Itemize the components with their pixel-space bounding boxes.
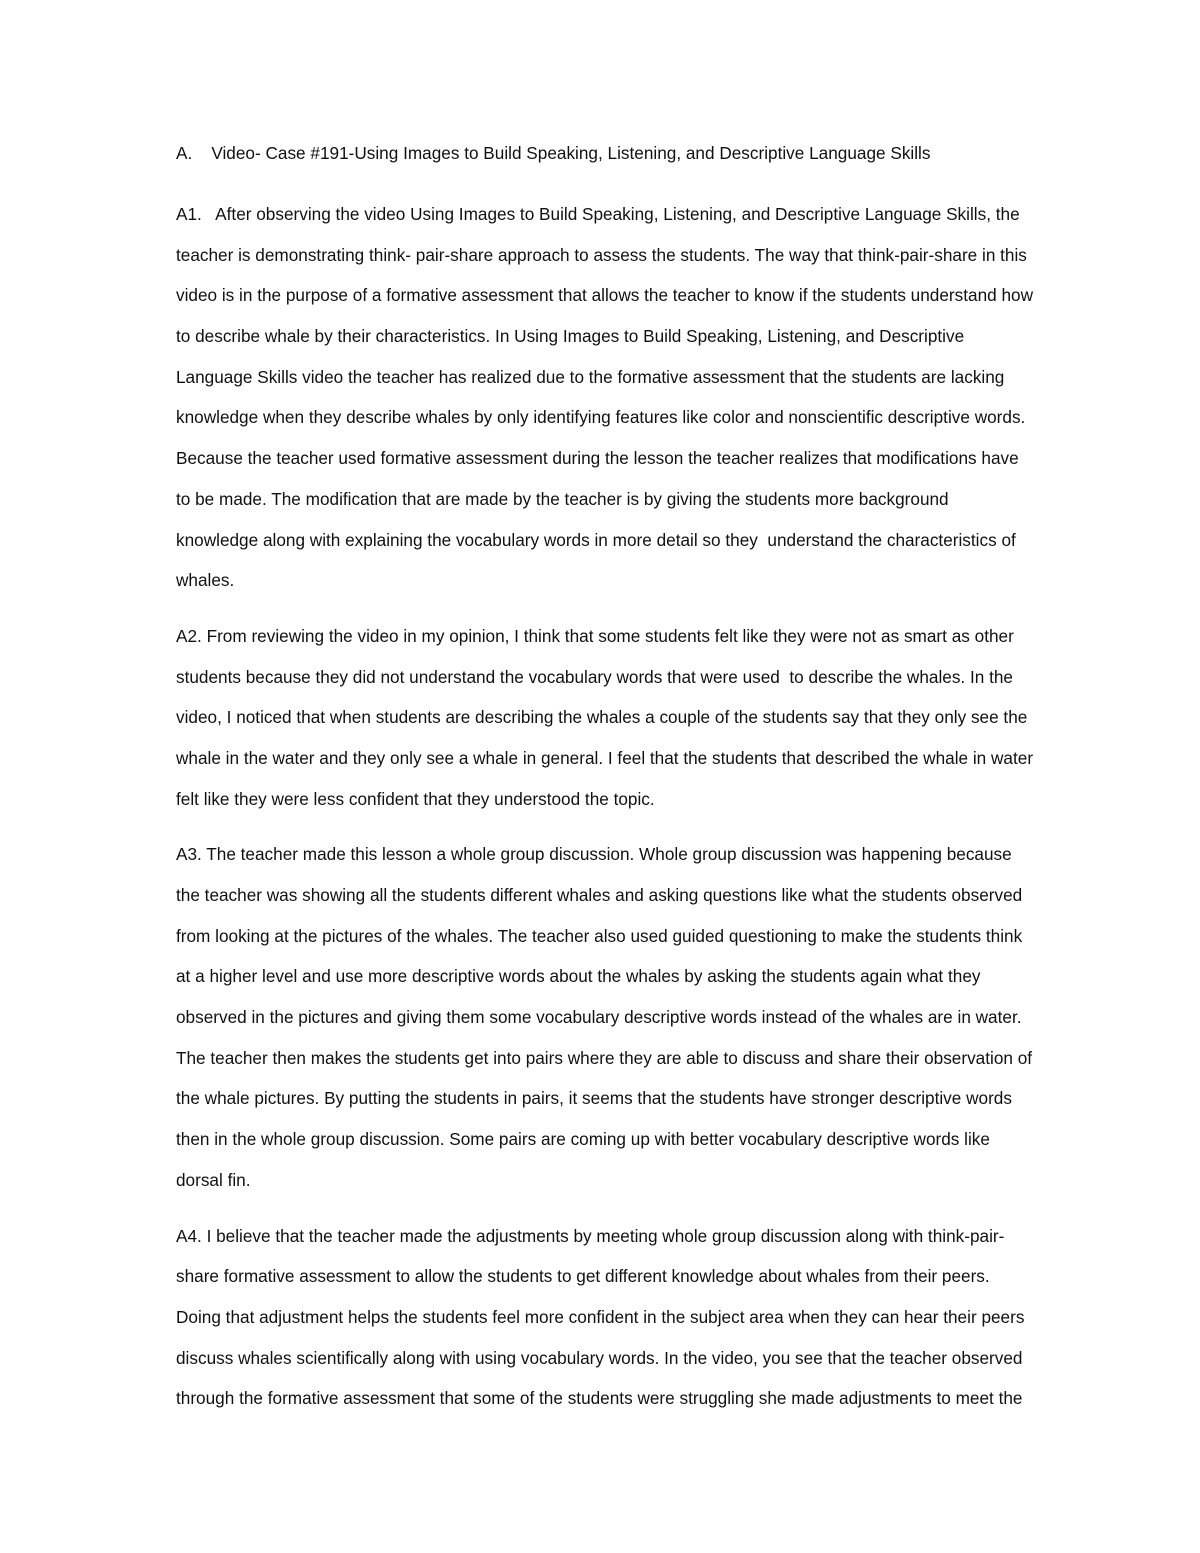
text-line: share formative assessment to allow the students to get different knowledge about whales from their peers.: [176, 1266, 990, 1287]
text-line: video, I noticed that when students are describing the whales a couple of the students say that they only see the: [176, 707, 1028, 728]
text-line: whale in the water and they only see a whale in general. I feel that the students that described the whale in water: [176, 747, 1034, 768]
text-line: then in the whole group discussion. Some pairs are coming up with better vocabulary descriptive words like: [176, 1129, 990, 1150]
text-line: whales.: [176, 570, 235, 591]
text-line: from looking at the pictures of the whales. The teacher also used guided questioning to make the students think: [176, 925, 1023, 946]
paragraph-a2: [176, 616, 1064, 819]
text-line: video is in the purpose of a formative assessment that allows the teacher to know if the students understand how: [176, 285, 1033, 306]
text-line: to be made. The modification that are made by the teacher is by giving the students more background: [176, 488, 949, 509]
text-line: dorsal fin.: [176, 1169, 251, 1190]
text-line: A1. After observing the video Using Images to Build Speaking, Listening, and Descriptive Language Skills, the: [176, 204, 1020, 224]
text-line: Doing that adjustment helps the students feel more confident in the subject area when they can hear their peers: [176, 1306, 1025, 1327]
text-line: observed in the pictures and giving them some vocabulary descriptive words instead of the whales are in water.: [176, 1007, 1022, 1028]
text-line: Because the teacher used formative assessment during the lesson the teacher realizes that modifications have: [176, 448, 1019, 469]
text-line: A3. The teacher made this lesson a whole group discussion. Whole group discussion was happening because: [176, 844, 1012, 865]
paragraph-a1: [176, 194, 1064, 601]
paragraph-a4: [176, 1216, 1064, 1419]
section-heading: A. Video- Case #191-Using Images to Build Speaking, Listening, and Descriptive Language Skills: [176, 143, 931, 163]
text-line: A4. I believe that the teacher made the adjustments by meeting whole group discussion along with think-pair-: [176, 1225, 1005, 1246]
text-line: to describe whale by their characteristics. In Using Images to Build Speaking, Listening, and Descriptive: [176, 326, 965, 347]
text-line: teacher is demonstrating think- pair-share approach to assess the students. The way that think-pair-share in this: [176, 244, 1027, 265]
document-body: [176, 139, 1064, 1434]
text-line: knowledge along with explaining the vocabulary words in more detail so they understand the characteristics of: [176, 529, 1016, 550]
paragraph-a3: [176, 834, 1064, 1200]
text-line: The teacher then makes the students get into pairs where they are able to discuss and share their observation of: [176, 1047, 1033, 1068]
text-line: the whale pictures. By putting the students in pairs, it seems that the students have stronger descriptive words: [176, 1088, 1012, 1109]
text-line: students because they did not understand the vocabulary words that were used to describe the whales. In the: [176, 666, 1013, 687]
text-line: felt like they were less confident that they understood the topic.: [176, 788, 655, 809]
text-line: knowledge when they describe whales by only identifying features like color and nonscientific descriptive words.: [176, 407, 1026, 428]
text-line: Language Skills video the teacher has realized due to the formative assessment that the students are lacking: [176, 366, 1005, 387]
text-line: through the formative assessment that some of the students were struggling she made adjustments to meet the: [176, 1388, 1023, 1409]
text-line: A2. From reviewing the video in my opinion, I think that some students felt like they were not as smart as other: [176, 625, 1014, 646]
text-line: at a higher level and use more descriptive words about the whales by asking the students again what they: [176, 966, 981, 987]
text-line: the teacher was showing all the students different whales and asking questions like what the students observed: [176, 885, 1023, 905]
text-line: discuss whales scientifically along with using vocabulary words. In the video, you see that the teacher observed: [176, 1347, 1023, 1368]
